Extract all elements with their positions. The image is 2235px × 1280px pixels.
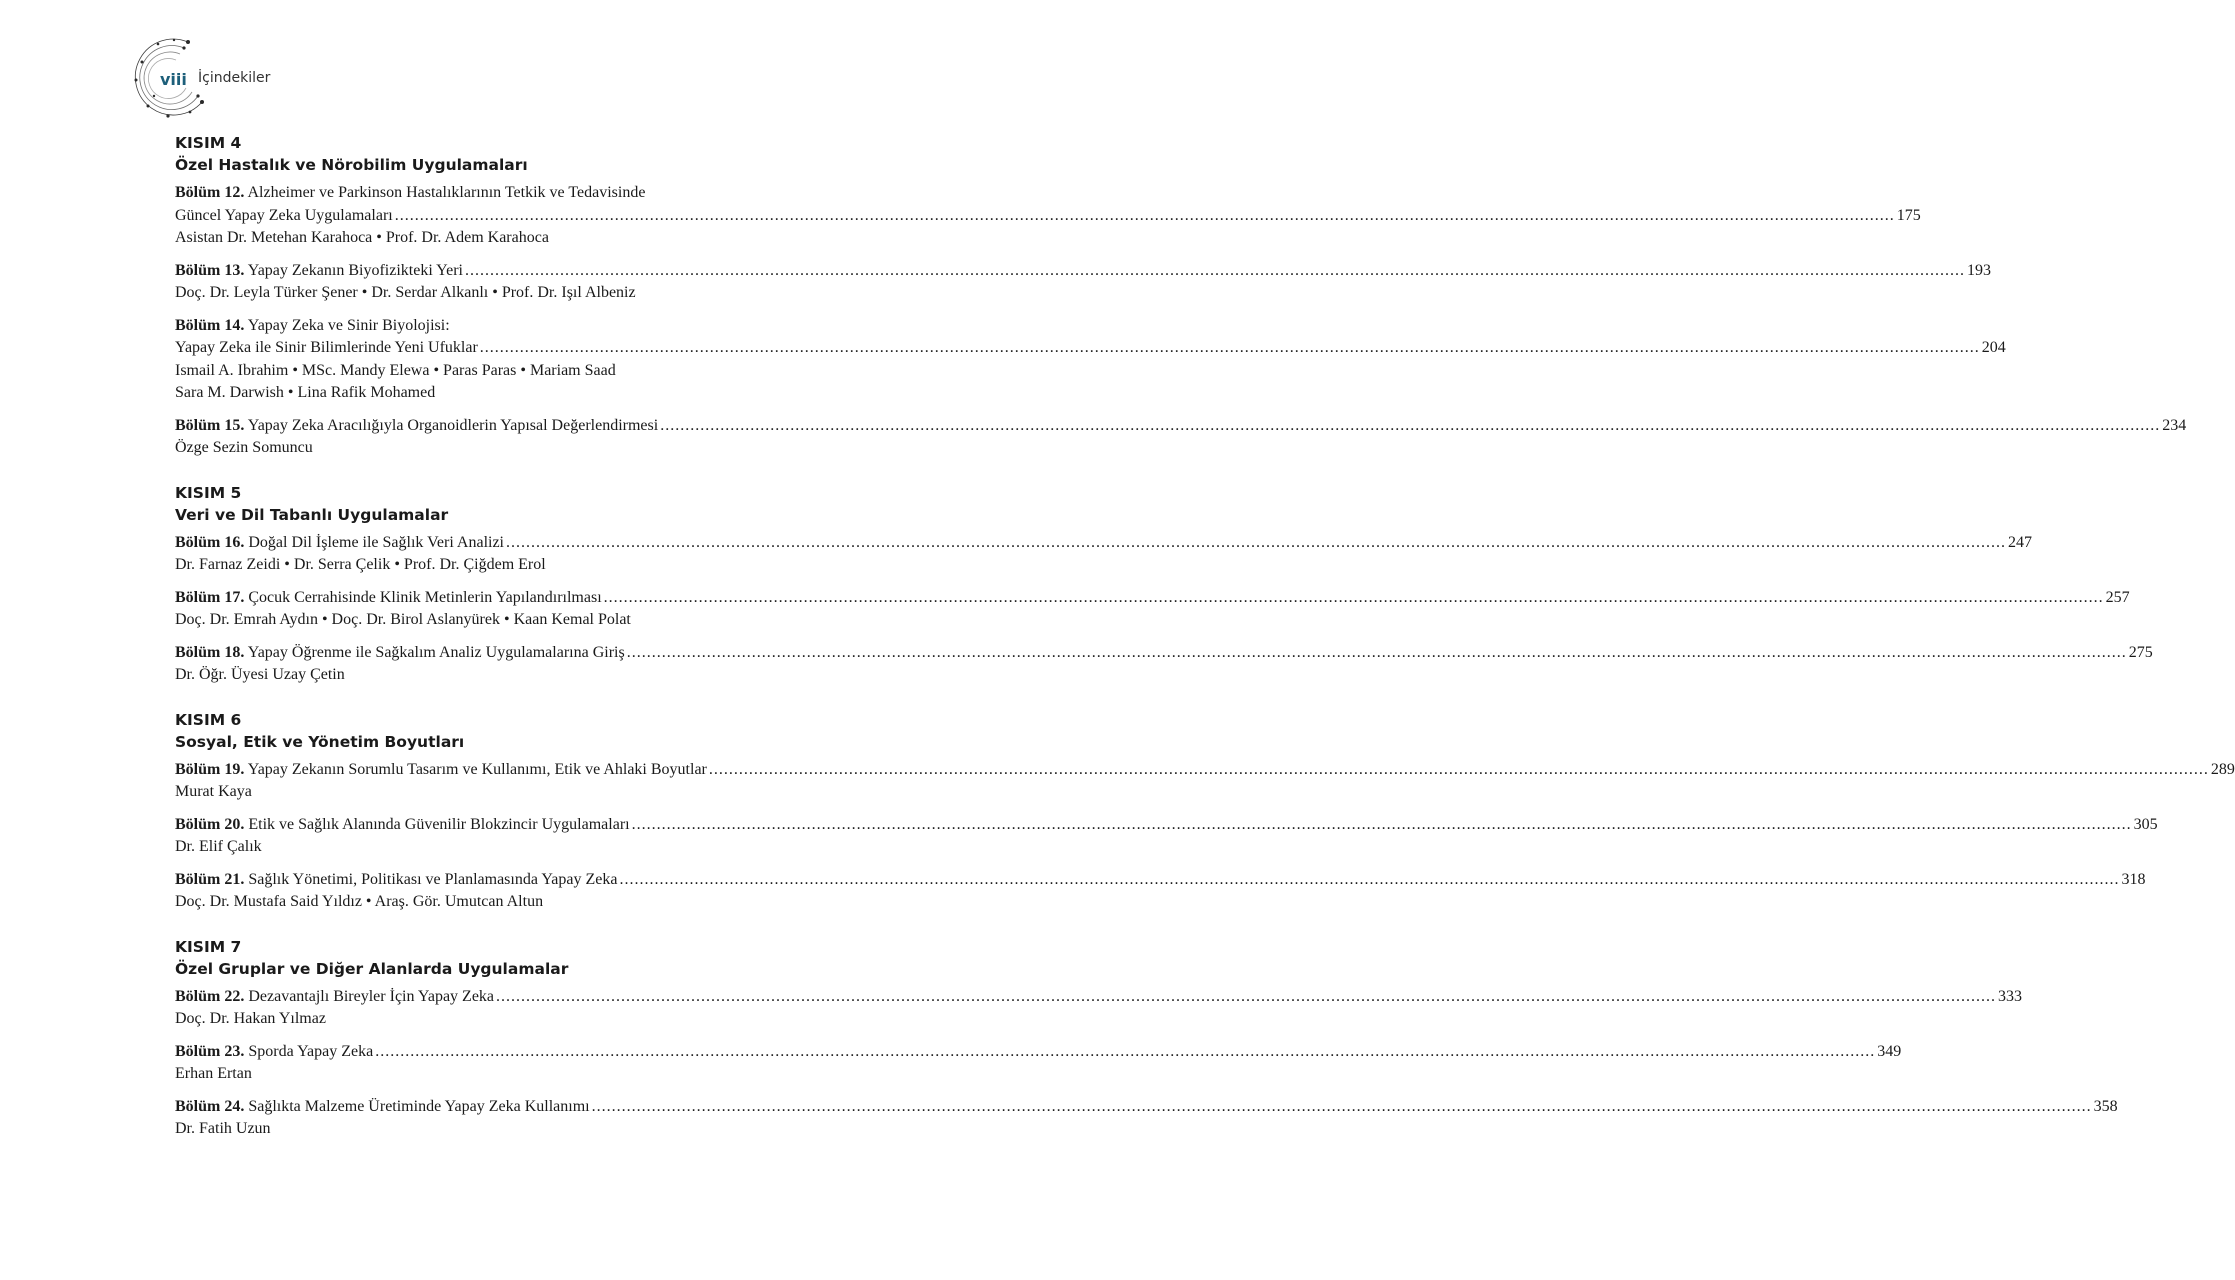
chapter-number: Bölüm 15. <box>175 416 245 434</box>
toc-chapter-entry[interactable] <box>175 182 1921 250</box>
chapter-title <box>175 415 658 438</box>
dot-leader: ............................................................................................................................................................................................................................................................................................................ <box>603 588 2104 606</box>
dot-leader: ............................................................................................................................................................................................................................................................................................................ <box>660 416 2161 434</box>
table-of-contents <box>175 132 2235 1163</box>
dot-leader: ............................................................................................................................................................................................................................................................................................................ <box>375 1042 1876 1060</box>
chapter-title <box>175 1096 590 1119</box>
chapter-title-text: Yapay Zeka ile Sinir Bilimlerinde Yeni Ufuklar <box>175 339 478 356</box>
chapter-title <box>175 587 602 610</box>
toc-chapter-entry[interactable] <box>175 532 2032 577</box>
chapter-title-line <box>175 260 1991 283</box>
chapter-title <box>175 869 617 892</box>
chapter-title-text: Güncel Yapay Zeka Uygulamaları <box>175 206 393 224</box>
toc-chapter-entry[interactable] <box>175 1096 2118 1141</box>
chapter-title <box>175 337 478 360</box>
toc-chapter-entry[interactable] <box>175 814 2158 859</box>
chapter-title-text: Yapay Öğrenme ile Sağkalım Analiz Uygulamalarına Giriş <box>247 643 625 661</box>
part-label: KISIM 4 <box>175 134 242 152</box>
chapter-page-number: 349 <box>1877 1042 1902 1060</box>
dot-leader: ............................................................................................................................................................................................................................................................................................................ <box>631 815 2132 833</box>
chapter-number: Bölüm 13. <box>175 261 245 279</box>
dot-leader: ............................................................................................................................................................................................................................................................................................................ <box>708 760 2209 778</box>
chapter-title-line <box>175 205 1921 228</box>
chapter-number: Bölüm 16. <box>175 533 245 551</box>
page-number: viii <box>160 70 187 89</box>
dot-leader: ............................................................................................................................................................................................................................................................................................................ <box>506 533 2006 551</box>
chapter-page-number: 275 <box>2128 643 2153 661</box>
chapter-authors: Sara M. Darwish • Lina Rafik Mohamed <box>175 384 436 401</box>
toc-chapter-entry[interactable] <box>175 415 2187 460</box>
chapter-number: Bölüm 22. <box>175 987 245 1005</box>
chapter-title <box>175 532 504 555</box>
chapter-title-text: Doğal Dil İşleme ile Sağlık Veri Analizi <box>248 533 504 551</box>
chapter-title-text: Dezavantajlı Bireyler İçin Yapay Zeka <box>248 987 495 1005</box>
chapter-page-number: 318 <box>2121 870 2146 888</box>
part-heading <box>175 482 791 526</box>
chapter-number: Bölüm 14. <box>175 316 245 334</box>
chapter-title-line <box>175 315 791 338</box>
chapter-title-text: Yapay Zeka ve Sinir Biyolojisi: <box>247 316 450 334</box>
chapter-page-number: 305 <box>2133 815 2158 833</box>
chapter-page-number: 234 <box>2162 416 2187 434</box>
chapter-page-number: 333 <box>1998 987 2023 1005</box>
chapter-page-number: 289 <box>2210 760 2235 778</box>
chapter-title <box>175 1041 373 1064</box>
toc-part <box>175 936 2118 1141</box>
chapter-title-line <box>175 1041 1902 1064</box>
page-header <box>128 32 328 124</box>
part-label: KISIM 7 <box>175 937 242 956</box>
chapter-authors: Dr. Fatih Uzun <box>175 1120 271 1137</box>
chapter-title <box>175 642 625 665</box>
chapter-page-number: 204 <box>1981 339 2006 356</box>
chapter-number: Bölüm 23. <box>175 1042 245 1060</box>
dot-leader: ............................................................................................................................................................................................................................................................................................................ <box>465 261 1965 279</box>
chapter-title-line <box>175 337 2006 360</box>
chapter-title-line <box>175 759 2235 782</box>
part-title: Özel Hastalık ve Nörobilim Uygulamaları <box>175 156 528 174</box>
chapter-page-number: 175 <box>1896 206 1921 224</box>
chapter-title-text: Sağlık Yönetimi, Politikası ve Planlamasında Yapay Zeka <box>248 870 618 888</box>
chapter-authors: Dr. Öğr. Üyesi Uzay Çetin <box>175 666 345 683</box>
part-heading <box>175 709 791 753</box>
chapter-number: Bölüm 19. <box>175 760 245 778</box>
chapter-authors: Murat Kaya <box>175 783 252 800</box>
toc-chapter-entry[interactable] <box>175 986 2023 1031</box>
chapter-title-line <box>175 814 2158 837</box>
toc-part <box>175 482 2153 687</box>
chapter-authors: Ismail A. Ibrahim • MSc. Mandy Elewa • Paras Paras • Mariam Saad <box>175 361 616 379</box>
toc-chapter-entry[interactable] <box>175 759 2235 804</box>
chapter-page-number: 193 <box>1967 261 1991 279</box>
chapter-title-text: Yapay Zekanın Biyofizikteki Yeri <box>247 261 463 279</box>
dot-leader: ............................................................................................................................................................................................................................................................................................................ <box>591 1097 2092 1115</box>
chapter-title-line <box>175 642 2153 665</box>
dot-leader: ............................................................................................................................................................................................................................................................................................................ <box>479 339 1980 356</box>
part-title: Sosyal, Etik ve Yönetim Boyutları <box>175 732 465 751</box>
chapter-page-number: 247 <box>2008 533 2032 551</box>
toc-chapter-entry[interactable] <box>175 315 2006 405</box>
dot-leader: ............................................................................................................................................................................................................................................................................................................ <box>394 206 1895 224</box>
chapter-title-text: Etik ve Sağlık Alanında Güvenilir Blokzincir Uygulamaları <box>248 815 630 833</box>
chapter-authors: Doç. Dr. Hakan Yılmaz <box>175 1010 326 1027</box>
chapter-title-line <box>175 1096 2118 1119</box>
dot-leader: ............................................................................................................................................................................................................................................................................................................ <box>619 870 2120 888</box>
chapter-title-text: Yapay Zekanın Sorumlu Tasarım ve Kullanımı, Etik ve Ahlaki Boyutlar <box>247 760 707 778</box>
chapter-title-line <box>175 587 2130 610</box>
chapter-title <box>175 759 707 782</box>
chapter-title-line <box>175 869 2146 892</box>
chapter-authors: Doç. Dr. Mustafa Said Yıldız • Araş. Gör. Umutcan Altun <box>175 893 544 910</box>
chapter-title <box>175 986 494 1009</box>
toc-chapter-entry[interactable] <box>175 869 2146 914</box>
chapter-title-text: Yapay Zeka Aracılığıyla Organoidlerin Yapısal Değerlendirmesi <box>247 416 659 434</box>
chapter-title-line <box>175 532 2032 555</box>
section-title: İçindekiler <box>198 70 271 86</box>
chapter-title <box>175 814 630 837</box>
part-title: Özel Gruplar ve Diğer Alanlarda Uygulamalar <box>175 959 569 978</box>
chapter-title-text: Çocuk Cerrahisinde Klinik Metinlerin Yapılandırılması <box>248 588 602 606</box>
chapter-number: Bölüm 20. <box>175 815 245 833</box>
chapter-number: Bölüm 18. <box>175 643 245 661</box>
chapter-title-text: Sağlıkta Malzeme Üretiminde Yapay Zeka Kullanımı <box>248 1097 590 1115</box>
chapter-authors: Doç. Dr. Emrah Aydın • Doç. Dr. Birol Aslanyürek • Kaan Kemal Polat <box>175 611 631 628</box>
chapter-authors: Özge Sezin Somuncu <box>175 439 313 456</box>
toc-chapter-entry[interactable] <box>175 260 1991 305</box>
chapter-page-number: 358 <box>2093 1097 2118 1115</box>
chapter-authors: Erhan Ertan <box>175 1065 252 1082</box>
chapter-authors: Doç. Dr. Leyla Türker Şener • Dr. Serdar Alkanlı • Prof. Dr. Işıl Albeniz <box>175 284 636 301</box>
chapter-title-line <box>175 986 2023 1009</box>
chapter-page-number: 257 <box>2105 588 2130 606</box>
part-heading <box>175 132 791 176</box>
chapter-title <box>175 205 393 228</box>
chapter-number: Bölüm 24. <box>175 1097 245 1115</box>
chapter-title-line <box>175 182 791 205</box>
chapter-title <box>175 260 463 283</box>
part-title: Veri ve Dil Tabanlı Uygulamalar <box>175 505 449 524</box>
chapter-number: Bölüm 21. <box>175 870 245 888</box>
toc-part <box>175 132 2187 460</box>
toc-chapter-entry[interactable] <box>175 642 2153 687</box>
chapter-title-text: Alzheimer ve Parkinson Hastalıklarının Tetkik ve Tedavisinde <box>247 184 646 201</box>
dot-leader: ............................................................................................................................................................................................................................................................................................................ <box>496 987 1997 1005</box>
chapter-authors: Asistan Dr. Metehan Karahoca • Prof. Dr. Adem Karahoca <box>175 229 549 246</box>
chapter-number: Bölüm 17. <box>175 588 245 606</box>
chapter-authors: Dr. Elif Çalık <box>175 838 262 855</box>
toc-part <box>175 709 2235 914</box>
part-heading <box>175 936 791 980</box>
chapter-authors: Dr. Farnaz Zeidi • Dr. Serra Çelik • Prof. Dr. Çiğdem Erol <box>175 556 546 573</box>
toc-chapter-entry[interactable] <box>175 587 2130 632</box>
part-label: KISIM 5 <box>175 483 242 502</box>
chapter-title-text: Sporda Yapay Zeka <box>248 1042 374 1060</box>
chapter-number: Bölüm 12. <box>175 184 245 201</box>
chapter-title-line <box>175 415 2187 438</box>
toc-chapter-entry[interactable] <box>175 1041 1902 1086</box>
dot-leader: ............................................................................................................................................................................................................................................................................................................ <box>626 643 2127 661</box>
part-label: KISIM 6 <box>175 710 242 729</box>
